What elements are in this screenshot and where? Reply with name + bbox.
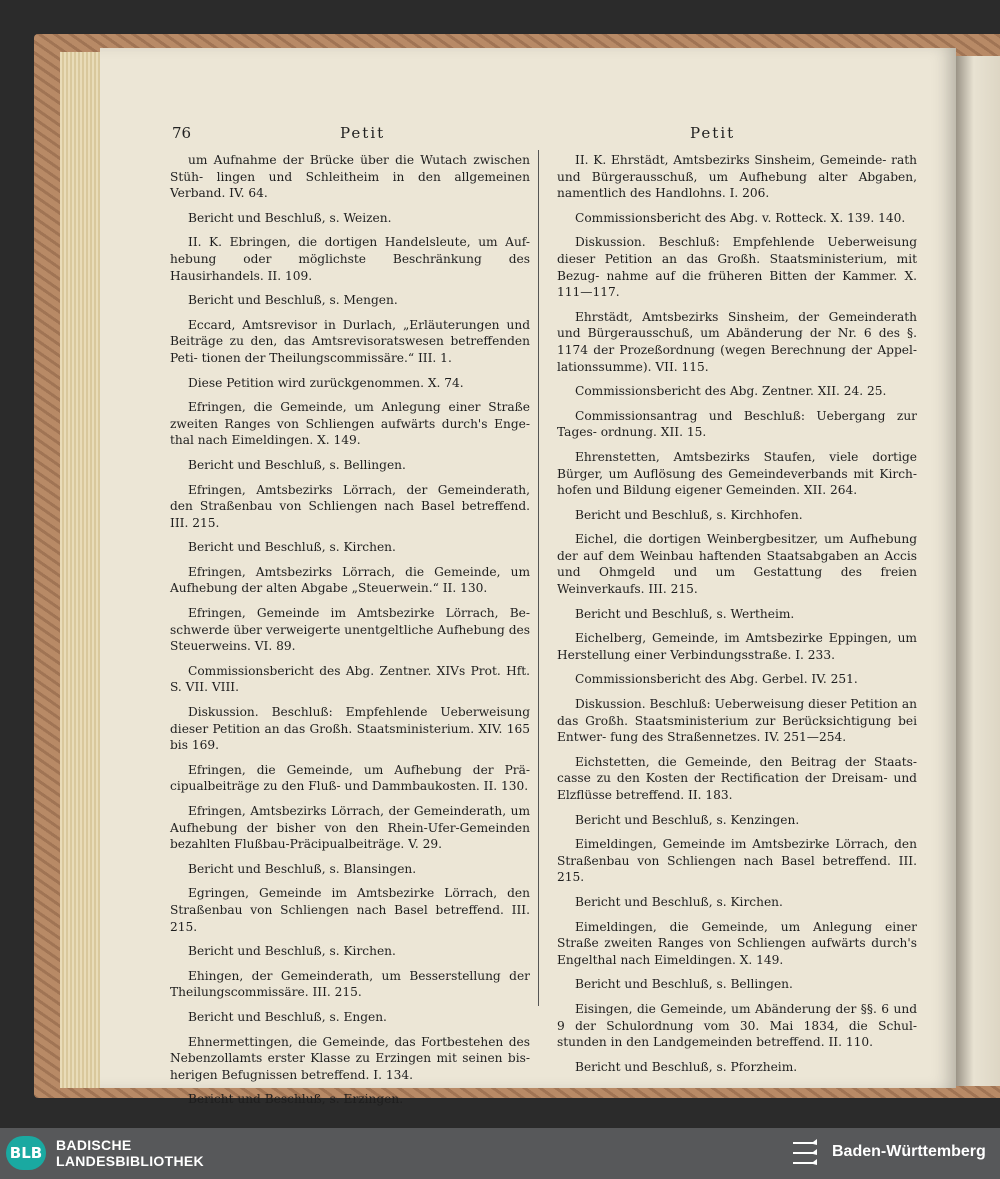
facing-page-edge bbox=[956, 56, 1000, 1086]
left-column-entry: Commissionsbericht des Abg. Zentner. XIVs Prot. Hft. S. VII. VIII. bbox=[170, 663, 530, 695]
right-column-entry: Bericht und Beschluß, s. Kirchhofen. bbox=[575, 507, 803, 522]
library-name[interactable] bbox=[56, 1137, 204, 1169]
left-column-entry: Efringen, die Gemeinde, um Anlegung einer Straße zweiten Ranges von Schliengen aufwärts durch's Enge- thal nach Eimeldingen. X. 149. bbox=[170, 400, 530, 448]
right-running-header: Petit bbox=[690, 124, 736, 142]
left-text-column bbox=[170, 152, 530, 1116]
right-column-entry: Eimeldingen, Gemeinde im Amtsbezirke Lörrach, den Straßenbau von Schliengen nach Basel betreffend. III. 215. bbox=[557, 837, 917, 885]
right-text-column bbox=[557, 152, 917, 1083]
left-column-entry: Ehnermettingen, die Gemeinde, das Fortbestehen des Nebenzollamts erster Klasse zu Erzingen mit seinen bis- herigen Befugnissen betreffend. I. 134. bbox=[170, 1034, 530, 1082]
left-column-entry: Bericht und Beschluß, s. Mengen. bbox=[188, 293, 398, 308]
right-column-entry: Bericht und Beschluß, s. Pforzheim. bbox=[575, 1059, 798, 1074]
left-column-entry: Bericht und Beschluß, s. Weizen. bbox=[188, 210, 392, 225]
left-column-entry: Bericht und Beschluß, s. Bellingen. bbox=[188, 457, 406, 472]
left-column-entry: Efringen, Gemeinde im Amtsbezirke Lörrach, Be- schwerde über verweigerte unentgeltliche Aufhebung des Steuerweins. VI. 89. bbox=[170, 606, 530, 654]
left-column-entry: Bericht und Beschluß, s. Engen. bbox=[188, 1009, 387, 1024]
right-column-entry: Commissionsbericht des Abg. v. Rotteck. X. 139. 140. bbox=[575, 210, 906, 225]
right-column-entry: II. K. Ehrstädt, Amtsbezirks Sinsheim, Gemeinde- rath und Bürgerausschuß, um Aufhebung alter Abgaben, namentlich des Handlohns. I. 206. bbox=[557, 153, 917, 201]
left-column-entry: Bericht und Beschluß, s. Kirchen. bbox=[188, 540, 396, 555]
right-column-entry: Bericht und Beschluß, s. Wertheim. bbox=[575, 606, 795, 621]
right-column-entry: Eichelberg, Gemeinde, im Amtsbezirke Eppingen, um Herstellung einer Verbindungsstraße. I. 233. bbox=[557, 631, 917, 662]
left-column-entry: um Aufnahme der Brücke über die Wutach zwischen Stüh- lingen und Schleitheim in den allgemeinen Verband. IV. 64. bbox=[170, 153, 530, 201]
left-column-entry: Diese Petition wird zurückgenommen. X. 74. bbox=[188, 375, 464, 390]
library-name-line1: BADISCHE bbox=[56, 1137, 132, 1153]
baden-wuerttemberg-lions-icon bbox=[790, 1138, 820, 1170]
right-column-entry: Eimeldingen, die Gemeinde, um Anlegung einer Straße zweiten Ranges von Schliengen aufwärts durch's Engelthal nach Eimeldingen. X. 149. bbox=[557, 919, 917, 967]
left-column-entry: Efringen, Amtsbezirks Lörrach, der Gemeinderath, den Straßenbau von Schliengen nach Basel betreffend. III. 215. bbox=[170, 482, 530, 530]
page-stack-edge bbox=[60, 52, 100, 1088]
left-column-entry: Bericht und Beschluß, s. Erzingen. bbox=[188, 1092, 404, 1107]
blb-logo-icon[interactable]: BLB bbox=[6, 1136, 46, 1170]
left-column-entry: Bericht und Beschluß, s. Blansingen. bbox=[188, 861, 417, 876]
left-column-entry: Diskussion. Beschluß: Empfehlende Ueberweisung dieser Petition an das Großh. Staatsministerium. XIV. 165 bis 169. bbox=[170, 705, 530, 753]
right-column-entry: Diskussion. Beschluß: Ueberweisung dieser Petition an das Großh. Staatsministerium zur Berücksichtigung bei Entwer- fung des Straßennetzes. IV. 251—254. bbox=[557, 697, 917, 745]
page-number: 76 bbox=[172, 124, 192, 142]
left-column-entry: Efringen, Amtsbezirks Lörrach, der Gemeinderath, um Aufhebung der bisher von den Rhein-Ufer-Gemeinden bezahlten Flußbau-Präcipualbeiträge. V. 29. bbox=[170, 804, 530, 852]
right-column-entry: Eisingen, die Gemeinde, um Abänderung der §§. 6 und 9 der Schulordnung vom 30. Mai 1834, die Schul- stunden in den Landgemeinden betreffend. II. 110. bbox=[557, 1001, 917, 1050]
left-column-entry: Ehingen, der Gemeinderath, um Besserstellung der Theilungscommissäre. III. 215. bbox=[170, 968, 530, 1000]
left-column-entry: Bericht und Beschluß, s. Kirchen. bbox=[188, 944, 396, 959]
left-running-header: Petit bbox=[340, 124, 386, 142]
left-column-entry: Efringen, die Gemeinde, um Aufhebung der Prä- cipualbeiträge zu den Fluß- und Dammbaukosten. II. 130. bbox=[170, 762, 530, 794]
state-name[interactable]: Baden-Württemberg bbox=[832, 1143, 986, 1160]
right-column-entry: Diskussion. Beschluß: Empfehlende Ueberweisung dieser Petition an das Großh. Staatsministerium, mit Bezug- nahme auf die früheren Bitten der Kammer. X. 111—117. bbox=[557, 235, 917, 300]
right-column-entry: Commissionsantrag und Beschluß: Uebergang zur Tages- ordnung. XII. 15. bbox=[557, 408, 917, 440]
right-column-entry: Ehrenstetten, Amtsbezirks Staufen, viele dortige Bürger, um Auflösung des Gemeindeverbands mit Kirch- hofen und Bildung eigener Gemeinden. XII. 264. bbox=[557, 449, 917, 498]
left-column-entry: Egringen, Gemeinde im Amtsbezirke Lörrach, den Straßenbau von Schliengen nach Basel betreffend. III. 215. bbox=[170, 886, 530, 934]
right-column-entry: Eichel, die dortigen Weinbergbesitzer, um Aufhebung der auf dem Weinbau haftenden Staatsabgaben an Accis und Ohmgeld und um Gestattung des freien Weinverkaufs. III. 215. bbox=[557, 532, 917, 597]
right-column-entry: Bericht und Beschluß, s. Bellingen. bbox=[575, 977, 793, 992]
right-column-entry: Ehrstädt, Amtsbezirks Sinsheim, der Gemeinderath und Bürgerausschuß, um Abänderung der Nr. 6 des §. 1174 der Prozeßordnung (wegen Berechnung der Appel- lationssumme). VII. 115. bbox=[557, 309, 917, 374]
left-column-entry: II. K. Ebringen, die dortigen Handelsleute, um Auf- hebung oder möglichste Beschränkung des Hausirhandels. II. 109. bbox=[170, 235, 530, 283]
right-column-entry: Eichstetten, die Gemeinde, den Beitrag der Staats- casse zu den Kosten der Rectification der Dreisam- und Elzflüsse betreffend. II. 183. bbox=[557, 754, 917, 802]
right-column-entry: Commissionsbericht des Abg. Zentner. XII. 24. 25. bbox=[575, 384, 887, 399]
right-column-entry: Bericht und Beschluß, s. Kenzingen. bbox=[575, 812, 800, 827]
right-column-entry: Commissionsbericht des Abg. Gerbel. IV. 251. bbox=[575, 672, 858, 687]
library-name-line2: LANDESBIBLIOTHEK bbox=[56, 1153, 204, 1169]
column-divider bbox=[538, 150, 539, 1006]
left-column-entry: Efringen, Amtsbezirks Lörrach, die Gemeinde, um Aufhebung der alten Abgabe „Steuerwein.“ II. 130. bbox=[170, 564, 530, 596]
left-column-entry: Eccard, Amtsrevisor in Durlach, „Erläuterungen und Beiträge zu den, das Amtsrevisoratswesen betreffenden Peti- tionen der Theilungscommissäre.“ III. 1. bbox=[170, 317, 530, 365]
viewer-footer-bar bbox=[0, 1128, 1000, 1179]
right-column-entry: Bericht und Beschluß, s. Kirchen. bbox=[575, 894, 783, 909]
